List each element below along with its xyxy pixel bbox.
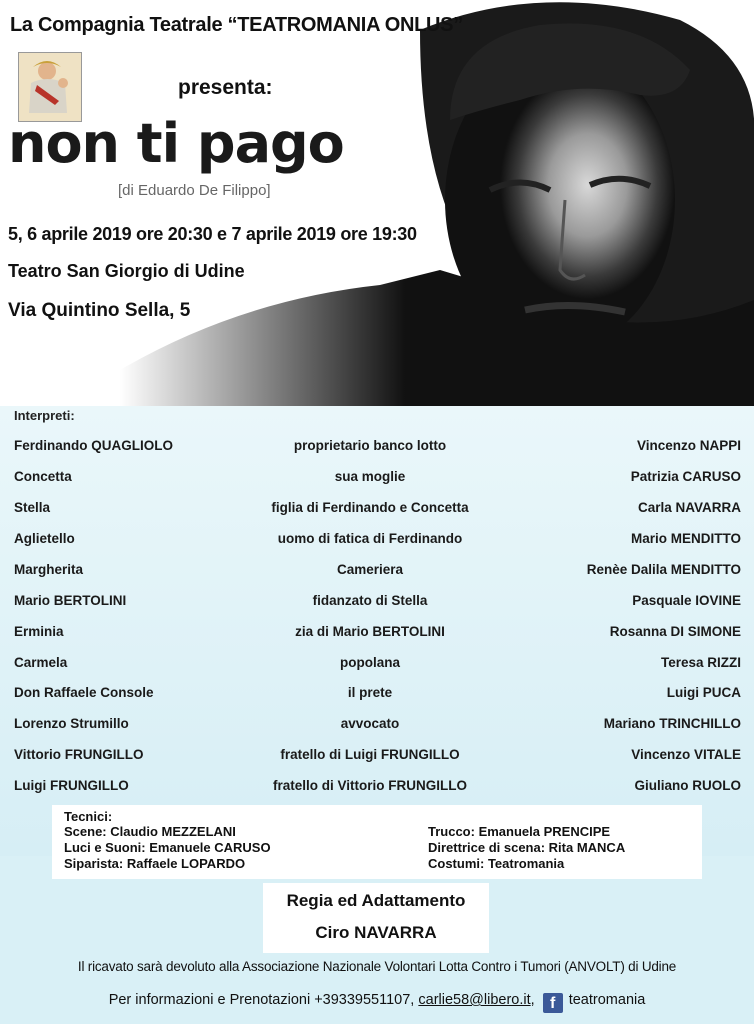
cast-character: Don Raffaele Console	[14, 685, 154, 700]
cast-role: zia di Mario BERTOLINI	[295, 624, 445, 639]
show-dates: 5, 6 aprile 2019 ore 20:30 e 7 aprile 2019 ore 19:30	[8, 224, 417, 244]
cast-role: fratello di Vittorio FRUNGILLO	[273, 778, 467, 793]
cast-row	[0, 685, 754, 707]
technician-credit: Siparista: Raffaele LOPARDO	[64, 856, 246, 871]
cast-actor: Rosanna DI SIMONE	[609, 624, 741, 639]
proceeds-note: Il ricavato sarà devoluto alla Associazione Nazionale Volontari Lotta Contro i Tumori (ANVOLT) di Udine	[77, 959, 677, 974]
cast-actor: Pasquale IOVINE	[632, 593, 741, 608]
cast-role: popolana	[340, 655, 400, 670]
cast-actor: Mario MENDITTO	[630, 531, 741, 546]
cast-character: Margherita	[14, 562, 84, 577]
presents-label: presenta:	[178, 76, 273, 99]
cast-role: fratello di Luigi FRUNGILLO	[280, 747, 460, 762]
cast-heading: Interpreti:	[14, 408, 75, 423]
cast-role: avvocato	[340, 716, 400, 731]
cast-section	[0, 406, 754, 1024]
portrait-photo	[120, 0, 754, 406]
cast-role: fidanzato di Stella	[312, 593, 428, 608]
contact-info	[0, 992, 754, 1013]
cast-character: Vittorio FRUNGILLO	[14, 747, 144, 762]
show-title: non ti pago	[8, 112, 344, 175]
cast-character: Erminia	[14, 624, 64, 639]
poster-header	[0, 0, 754, 406]
contact-phone: Per informazioni e Prenotazioni +39339551107,	[108, 992, 415, 1008]
cast-character: Luigi FRUNGILLO	[14, 778, 129, 793]
cast-character: Concetta	[14, 469, 72, 484]
cast-role: il prete	[347, 685, 393, 700]
cast-actor: Teresa RIZZI	[660, 655, 741, 670]
show-author: [di Eduardo De Filippo]	[118, 182, 271, 199]
company-name: La Compagnia Teatrale “TEATROMANIA ONLUS”	[10, 14, 463, 36]
cast-character: Ferdinando QUAGLIOLO	[14, 438, 173, 453]
cast-row	[0, 562, 754, 584]
contact-email-link[interactable]: carlie58@libero.it	[418, 992, 531, 1008]
cast-character: Lorenzo Strumillo	[14, 716, 129, 731]
facebook-page-link[interactable]: teatromania	[568, 992, 646, 1008]
technician-credit: Luci e Suoni: Emanuele CARUSO	[64, 840, 271, 855]
cast-row	[0, 593, 754, 615]
cast-row	[0, 747, 754, 769]
cast-role: proprietario banco lotto	[293, 438, 447, 453]
show-venue: Teatro San Giorgio di Udine	[8, 261, 245, 281]
cast-actor: Carla NAVARRA	[637, 500, 741, 515]
cast-row	[0, 716, 754, 738]
technicians-box	[52, 805, 702, 879]
cast-character: Stella	[14, 500, 51, 515]
cast-character: Mario BERTOLINI	[14, 593, 127, 608]
technician-credit: Scene: Claudio MEZZELANI	[64, 824, 236, 839]
cast-actor: Renèe Dalila MENDITTO	[586, 562, 741, 577]
cast-row	[0, 500, 754, 522]
technician-credit: Trucco: Emanuela PRENCIPE	[428, 824, 611, 839]
cast-row	[0, 624, 754, 646]
director-box	[263, 883, 489, 953]
cast-actor: Patrizia CARUSO	[630, 469, 741, 484]
cast-row	[0, 655, 754, 677]
cast-role: figlia di Ferdinando e Concetta	[271, 500, 469, 515]
technician-credit: Costumi: Teatromania	[428, 856, 565, 871]
facebook-icon[interactable]: f	[543, 993, 563, 1013]
cast-actor: Giuliano RUOLO	[634, 778, 741, 793]
director-name: Ciro NAVARRA	[315, 923, 437, 942]
cast-character: Aglietello	[14, 531, 75, 546]
cast-role: Cameriera	[336, 562, 404, 577]
cast-actor: Mariano TRINCHILLO	[603, 716, 741, 731]
contact-separator: ,	[530, 992, 535, 1008]
cast-row	[0, 531, 754, 553]
cast-actor: Vincenzo VITALE	[631, 747, 741, 762]
cast-character: Carmela	[14, 655, 68, 670]
technicians-heading: Tecnici:	[64, 809, 113, 824]
cast-actor: Luigi PUCA	[666, 685, 741, 700]
cast-role: sua moglie	[334, 469, 406, 484]
technician-credit: Direttrice di scena: Rita MANCA	[428, 840, 626, 855]
cast-row	[0, 438, 754, 460]
cast-role: uomo di fatica di Ferdinando	[277, 531, 463, 546]
show-address: Via Quintino Sella, 5	[8, 300, 191, 321]
cast-actor: Vincenzo NAPPI	[636, 438, 741, 453]
director-label: Regia ed Adattamento	[286, 891, 466, 910]
cast-row	[0, 778, 754, 800]
cast-row	[0, 469, 754, 491]
